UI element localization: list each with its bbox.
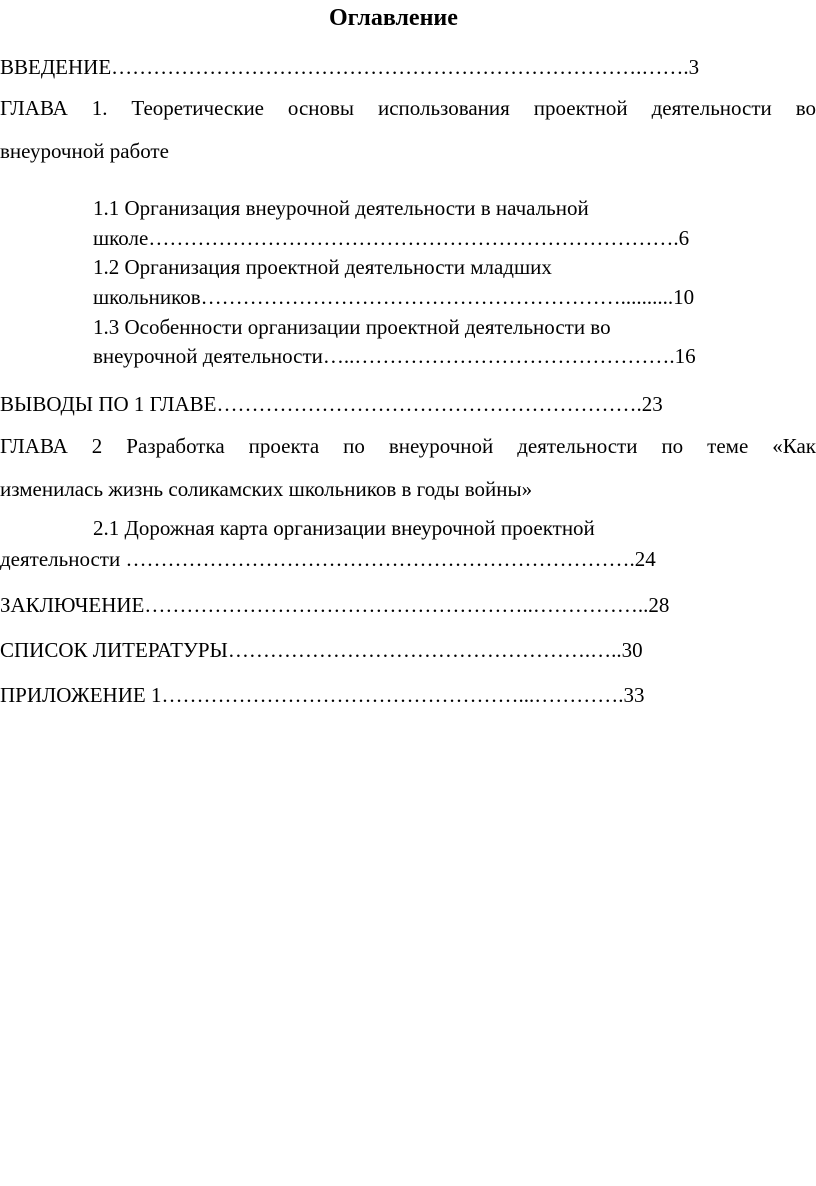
toc-entry-conclusion: ЗАКЛЮЧЕНИЕ………………………………………………..……………..28 — [0, 593, 670, 617]
toc-entry-chapter-1-line-2: внеурочной работе — [0, 139, 169, 163]
toc-entry-chapter-2-line-2: изменилась жизнь соликамских школьников в годы войны» — [0, 477, 533, 501]
toc-entry-2-1-line-1: 2.1 Дорожная карта организации внеурочной проектной — [93, 516, 595, 540]
toc-entry-2-1-line-2: деятельности ……………………………………………………………….24 — [0, 547, 656, 571]
justified-line-text: ГЛАВА 2 Разработка проекта по внеурочной деятельности по теме «Как — [0, 434, 816, 458]
page-title: Оглавление — [329, 5, 458, 31]
toc-entry-chapter-1-line-1 — [0, 98, 816, 119]
toc-entry-1-3-line-2: внеурочной деятельности…..……………………………………….16 — [93, 344, 696, 368]
toc-entry-1-2-line-2: школьников……………………………………………………..........10 — [93, 285, 695, 309]
toc-entry-chapter-2-line-1 — [0, 436, 816, 457]
justified-line-text: ГЛАВА 1. Теоретические основы использования проектной деятельности во — [0, 96, 816, 120]
toc-entry-references: СПИСОК ЛИТЕРАТУРЫ…………………………………………….…..30 — [0, 638, 643, 662]
toc-entry-1-3-line-1: 1.3 Особенности организации проектной деятельности во — [93, 315, 611, 339]
toc-entry-appendix-1: ПРИЛОЖЕНИЕ 1……………………………………………...………….33 — [0, 683, 645, 707]
toc-entry-1-2-line-1: 1.2 Организация проектной деятельности младших — [93, 255, 552, 279]
toc-entry-1-1-line-2: школе………………………………………………………………….6 — [93, 226, 690, 250]
toc-entry-chapter-1-conclusions: ВЫВОДЫ ПО 1 ГЛАВЕ…………………………………………………….23 — [0, 392, 663, 416]
toc-entry-1-1-line-1: 1.1 Организация внеурочной деятельности в начальной — [93, 196, 589, 220]
toc-entry-introduction: ВВЕДЕНИЕ………………………………………………………………….…….3 — [0, 55, 700, 79]
